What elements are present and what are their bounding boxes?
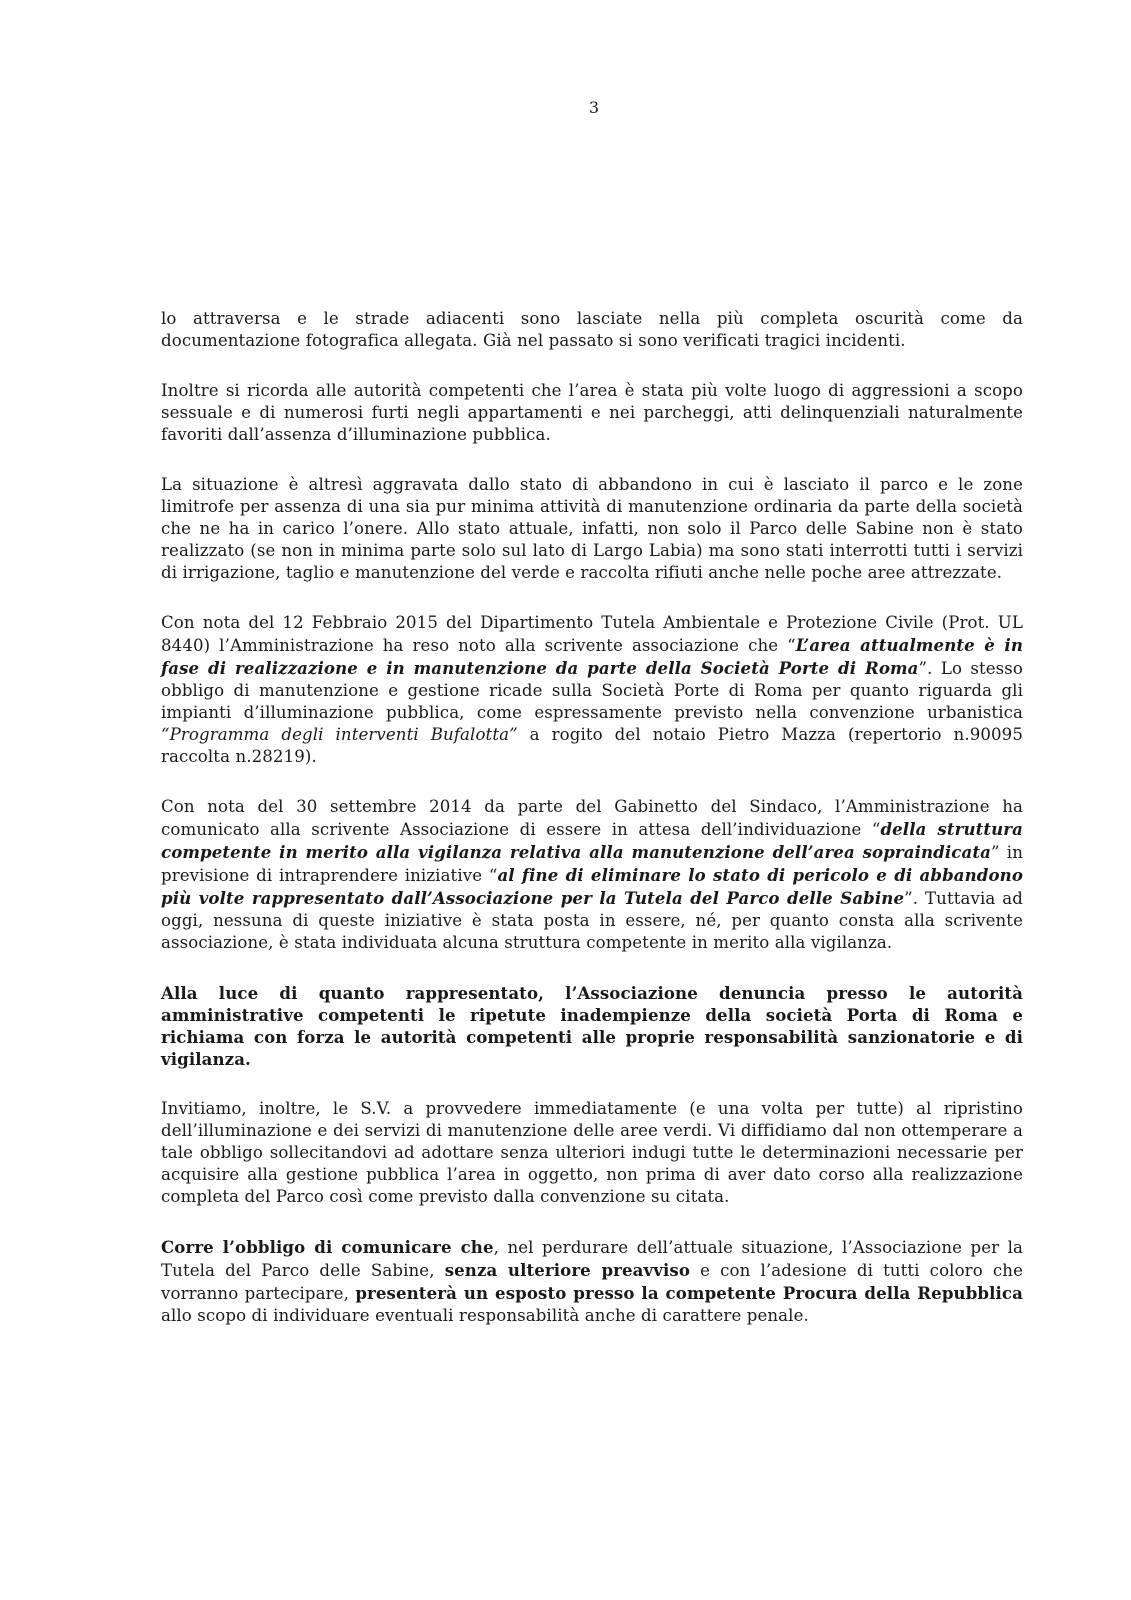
paragraph-7: Invitiamo, inoltre, le S.V. a provvedere immediatamente (e una volta per tutte) al ripristino dell’illuminazione e dei servizi di manutenzione delle aree verdi. Vi diffidiamo dal non ottemperare a tale obbligo sollecitandovi ad adottare senza ulteriori indugi tutte le determinazioni necessarie per acquisire alla gestione pubblica l’area in oggetto, non prima di aver dato corso alla realizzazione completa del Parco così come previsto dalla convenzione su citata. bbox=[161, 1099, 1023, 1206]
paragraph-4 bbox=[161, 612, 1023, 768]
paragraph-8 bbox=[161, 1236, 1023, 1327]
paragraph-5-part-3: ” in previsione di intraprendere iniziative “ bbox=[161, 843, 1024, 885]
paragraph-8-part-3: senza ulteriore preavviso bbox=[444, 1260, 690, 1280]
page-number: 3 bbox=[588, 98, 600, 117]
document-body bbox=[161, 308, 1023, 1355]
paragraph-5 bbox=[161, 796, 1023, 954]
paragraph-4-part-3: ”. Lo stesso obbligo di manutenzione e gestione ricade sulla Società Porte di Roma per quanto riguarda gli impianti d’illuminazione pubblica, come espressamente previsto nella convenzione urbanistica bbox=[161, 659, 1023, 722]
paragraph-5-quote-2: al fine di eliminare lo stato di pericolo e di abbandono più volte rappresentato dall’Associazione per la Tutela del Parco delle Sabine bbox=[161, 865, 1023, 908]
paragraph-5-quote-1: della struttura competente in merito alla vigilanza relativa alla manutenzione dell’area sopraindicata bbox=[161, 819, 1024, 862]
paragraph-8-part-2: , nel perdurare dell’attuale situazione, l’Associazione per la Tutela del Parco delle Sabine, bbox=[161, 1238, 1023, 1280]
paragraph-4-part-1: Con nota del 12 Febbraio 2015 del Dipartimento Tutela Ambientale e Protezione Civile (Prot. UL 8440) l’Amministrazione ha reso noto alla scrivente associazione che “ bbox=[161, 613, 1023, 655]
paragraph-5-part-5: ”. Tuttavia ad oggi, nessuna di queste iniziative è stata posta in essere, né, per quanto consta alla scrivente associazione, è stata individuata alcuna struttura competente in merito alla vigilanza. bbox=[161, 889, 1023, 952]
paragraph-3: La situazione è altresì aggravata dallo stato di abbandono in cui è lasciato il parco e le zone limitrofe per assenza di una sia pur minima attività di manutenzione ordinaria da parte della società che ne ha in carico l’onere. Allo stato attuale, infatti, non solo il Parco delle Sabine non è stato realizzato (se non in minima parte solo sul lato di Largo Labia) ma sono stati interrotti tutti i servizi di irrigazione, taglio e manutenzione del verde e raccolta rifiuti anche nelle poche aree attrezzate. bbox=[161, 475, 1023, 582]
paragraph-6: Alla luce di quanto rappresentato, l’Associazione denuncia presso le autorità amministrative competenti le ripetute inadempienze della società Porta di Roma e richiama con forza le autorità competenti alle proprie responsabilità sanzionatorie e di vigilanza. bbox=[161, 983, 1023, 1069]
paragraph-8-part-5: presenterà un esposto presso la competente Procura della Repubblica bbox=[355, 1283, 1023, 1303]
paragraph-8-part-4: e con l’adesione di tutti coloro che vorranno partecipare, bbox=[161, 1261, 1023, 1303]
paragraph-4-quote: L’area attualmente è in fase di realizzazione e in manutenzione da parte della Società Porte di Roma bbox=[161, 635, 1023, 678]
paragraph-8-part-1: Corre l’obbligo di comunicare che bbox=[161, 1237, 494, 1257]
paragraph-4-part-5: a rogito del notaio Pietro Mazza (repertorio n.90095 raccolta n.28219). bbox=[161, 725, 1023, 766]
paragraph-2: Inoltre si ricorda alle autorità competenti che l’area è stata più volte luogo di aggressioni a scopo sessuale e di numerosi furti negli appartamenti e nei parcheggi, atti delinquenziali naturalmente favoriti dall’assenza d’illuminazione pubblica. bbox=[161, 381, 1023, 444]
paragraph-8-part-6: allo scopo di individuare eventuali responsabilità anche di carattere penale. bbox=[161, 1306, 809, 1325]
paragraph-4-program-title: “Programma degli interventi Bufalotta” bbox=[161, 725, 518, 744]
paragraph-5-part-1: Con nota del 30 settembre 2014 da parte del Gabinetto del Sindaco, l’Amministrazione ha comunicato alla scrivente Associazione di essere in attesa dell’individuazione “ bbox=[161, 797, 1023, 839]
paragraph-1: lo attraversa e le strade adiacenti sono lasciate nella più completa oscurità come da documentazione fotografica allegata. Già nel passato si sono verificati tragici incidenti. bbox=[161, 309, 1023, 350]
